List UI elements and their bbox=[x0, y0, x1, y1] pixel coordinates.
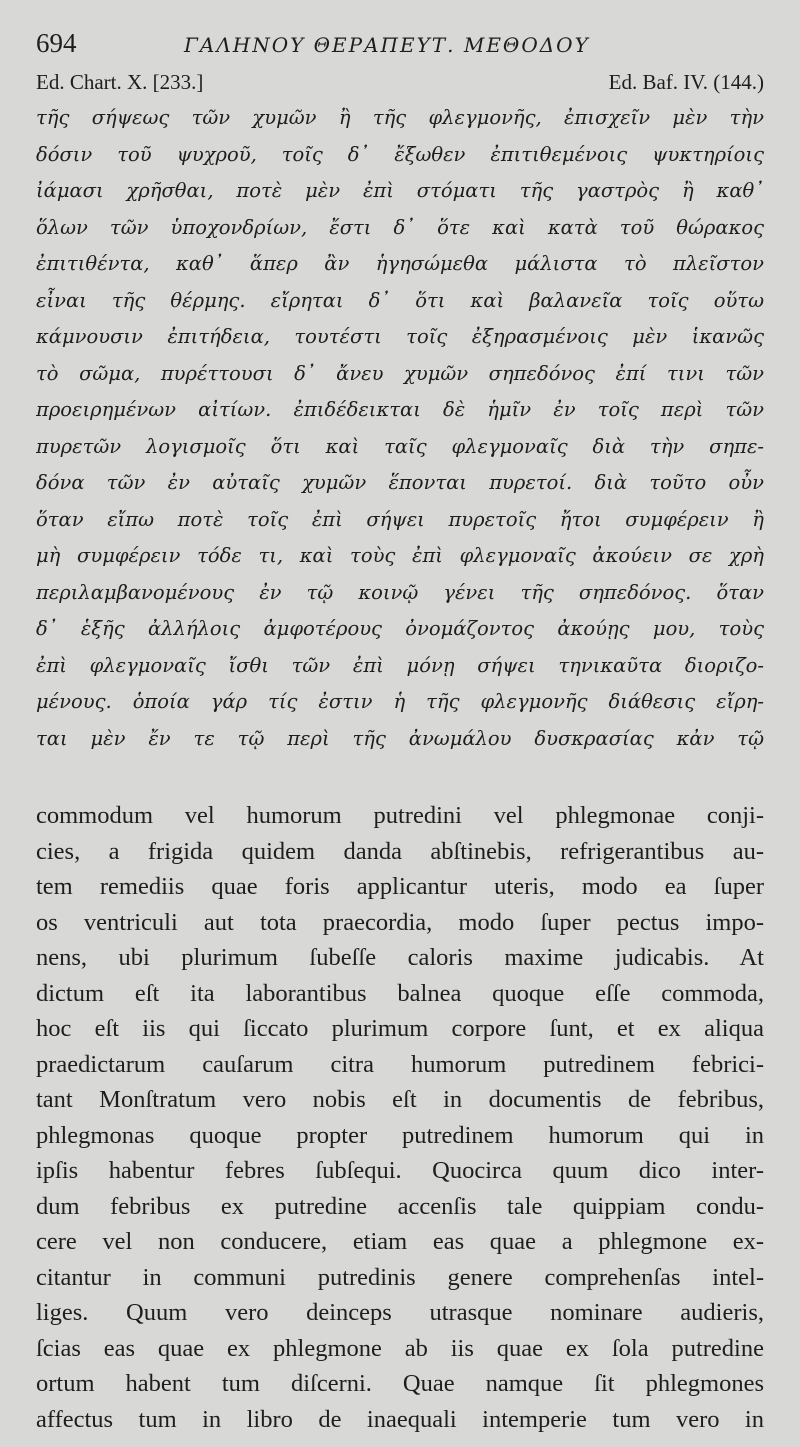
running-head bbox=[36, 28, 764, 64]
edition-chart-reference: Ed. Chart. X. [233.] bbox=[36, 70, 204, 94]
greek-line: μένους. ὁποία γάρ τίς ἐστιν ἡ τῆς φλεγμονῆς διάθεσις εἴρη- bbox=[36, 690, 764, 713]
latin-text bbox=[36, 798, 764, 1437]
latin-line: hoc eſt iis qui ſiccato plurimum corpore ſunt, et ex aliqua bbox=[36, 1015, 764, 1042]
latin-line: dum febribus ex putredine accenſis tale quippiam condu- bbox=[36, 1192, 764, 1220]
greek-line: ὅλων τῶν ὑποχονδρίων, ἔστι δ᾽ ὅτε καὶ κατὰ τοῦ θώρακος bbox=[36, 215, 764, 239]
latin-line: cies, a frigida quidem danda abſtinebis, refrigerantibus au- bbox=[36, 837, 764, 865]
latin-line: liges. Quum vero deinceps utrasque nominare audieris, bbox=[36, 1299, 764, 1326]
page-title: ΓΑΛΗΝΟΥ ΘΕΡΑΠΕΥΤ. ΜΕΘΟΔΟΥ bbox=[184, 33, 590, 57]
edition-references bbox=[36, 70, 764, 96]
latin-line: tant Monſtratum vero nobis eſt in documentis de febribus, bbox=[36, 1086, 764, 1113]
latin-line: ſcias eas quae ex phlegmone ab iis quae ex ſola putredine bbox=[36, 1334, 764, 1362]
greek-line: προειρημένων αἰτίων. ἐπιδέδεικται δὲ ἡμῖν ἐν τοῖς περὶ τῶν bbox=[36, 398, 764, 421]
latin-line: phlegmonas quoque propter putredinem humorum qui in bbox=[36, 1121, 764, 1149]
greek-line: δόσιν τοῦ ψυχροῦ, τοῖς δ᾽ ἔξωθεν ἐπιτιθεμένοις ψυκτηρίοις bbox=[36, 142, 764, 166]
greek-line: τῆς σήψεως τῶν χυμῶν ἢ τῆς φλεγμονῆς, ἐπισχεῖν μὲν τὴν bbox=[36, 106, 764, 129]
greek-line: δ᾽ ἑξῆς ἀλλήλοις ἀμφοτέρους ὀνομάζοντος ἀκούῃς μου, τοὺς bbox=[36, 617, 764, 640]
greek-line: περιλαμβανομένους ἐν τῷ κοινῷ γένει τῆς σηπεδόνος. ὅταν bbox=[36, 580, 764, 604]
greek-line: μὴ συμφέρειν τόδε τι, καὶ τοὺς ἐπὶ φλεγμοναῖς ἀκούειν σε χρὴ bbox=[36, 544, 764, 567]
greek-text bbox=[36, 100, 764, 757]
greek-line: ἐπὶ φλεγμοναῖς ἴσθι τῶν ἐπὶ μόνῃ σήψει τηνικαῦτα διοριζο- bbox=[36, 653, 764, 677]
latin-line: commodum vel humorum putredini vel phlegmonae conji- bbox=[36, 802, 764, 829]
greek-line: δόνα τῶν ἐν αὐταῖς χυμῶν ἕπονται πυρετοί. διὰ τοῦτο οὖν bbox=[36, 471, 764, 494]
latin-line: citantur in communi putredinis genere comprehenſas intel- bbox=[36, 1263, 764, 1291]
greek-line: κάμνουσιν ἐπιτήδεια, τουτέστι τοῖς ἐξηρασμένοις μὲν ἱκανῶς bbox=[36, 325, 764, 348]
latin-line: os ventriculi aut tota praecordia, modo ſuper pectus impo- bbox=[36, 908, 764, 936]
greek-line: πυρετῶν λογισμοῖς ὅτι καὶ ταῖς φλεγμοναῖς διὰ τὴν σηπε- bbox=[36, 434, 764, 458]
greek-line: ὅταν εἴπω ποτὲ τοῖς ἐπὶ σήψει πυρετοῖς ἤτοι συμφέρειν ἢ bbox=[36, 507, 764, 531]
latin-line: cere vel non conducere, etiam eas quae a phlegmone ex- bbox=[36, 1228, 764, 1255]
greek-line: ται μὲν ἔν τε τῷ περὶ τῆς ἀνωμάλου δυσκρασίας κἀν τῷ bbox=[36, 726, 764, 750]
latin-line: dictum eſt ita laborantibus balnea quoque eſſe commoda, bbox=[36, 979, 764, 1007]
greek-line: ἐπιτιθέντα, καθ᾽ ἅπερ ἂν ἡγησώμεθα μάλιστα τὸ πλεῖστον bbox=[36, 252, 764, 275]
greek-line: τὸ σῶμα, πυρέττουσι δ᾽ ἄνευ χυμῶν σηπεδόνος ἐπί τινι τῶν bbox=[36, 361, 764, 385]
latin-line: tem remediis quae foris applicantur uteris, modo ea ſuper bbox=[36, 873, 764, 900]
greek-line: ἰάμασι χρῆσθαι, ποτὲ μὲν ἐπὶ στόματι τῆς γαστρὸς ἢ καθ᾽ bbox=[36, 179, 764, 202]
latin-line: praedictarum cauſarum citra humorum putredinem febrici- bbox=[36, 1050, 764, 1078]
edition-basel-reference: Ed. Baf. IV. (144.) bbox=[608, 70, 764, 94]
greek-line: εἶναι τῆς θέρμης. εἴρηται δ᾽ ὅτι καὶ βαλανεῖα τοῖς οὕτω bbox=[36, 288, 764, 312]
latin-line: ortum habent tum diſcerni. Quae namque ſit phlegmones bbox=[36, 1370, 764, 1397]
page-number: 694 bbox=[36, 28, 77, 58]
latin-line: ipſis habentur febres ſubſequi. Quocirca quum dico inter- bbox=[36, 1157, 764, 1184]
latin-line: affectus tum in libro de inaequali intemperie tum vero in bbox=[36, 1405, 764, 1433]
latin-line: nens, ubi plurimum ſubeſſe caloris maxime judicabis. At bbox=[36, 944, 764, 971]
